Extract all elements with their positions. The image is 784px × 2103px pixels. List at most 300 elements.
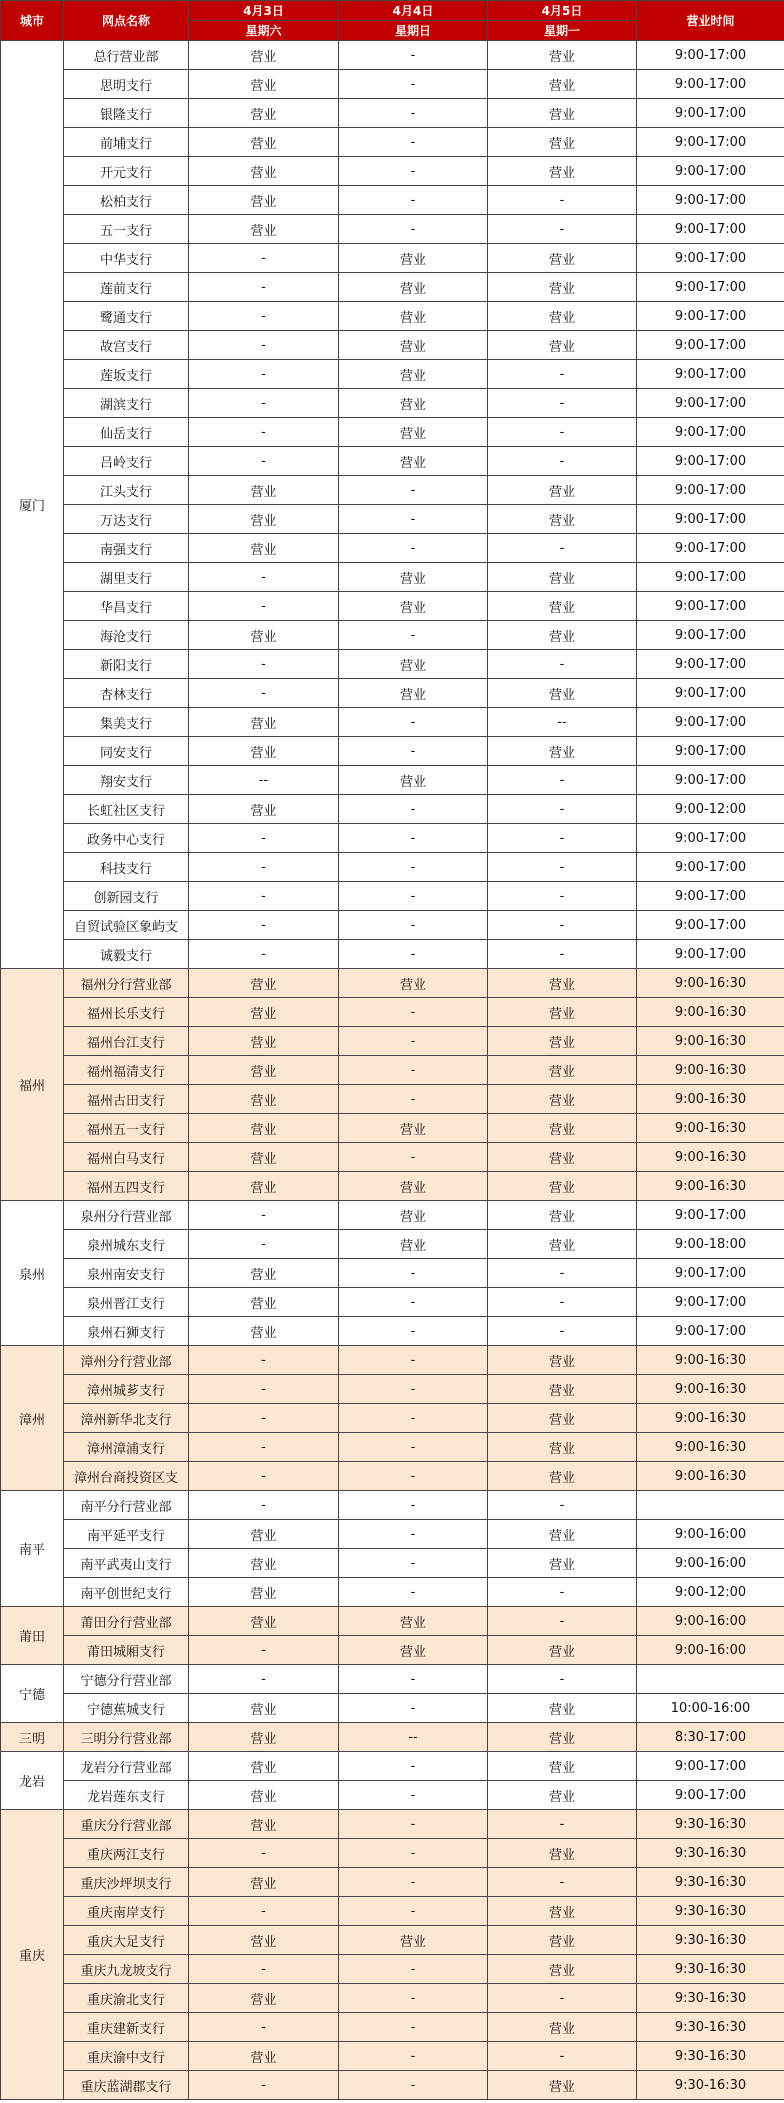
branch-name-cell: 重庆渝北支行: [64, 1984, 189, 2013]
branch-name-cell: 福州古田支行: [64, 1085, 189, 1114]
day2-status-cell: -: [339, 1694, 488, 1723]
hours-cell: 9:00-16:30: [637, 1172, 784, 1201]
day3-status-cell: -: [488, 360, 637, 389]
day2-status-cell: 营业: [339, 331, 488, 360]
table-row: [1, 998, 784, 1027]
table-body: [1, 41, 784, 2100]
branch-name-cell: 新阳支行: [64, 650, 189, 679]
branch-name-cell: 前埔支行: [64, 128, 189, 157]
day2-status-cell: -: [339, 1839, 488, 1868]
day1-status-cell: 营业: [189, 476, 339, 505]
day3-status-cell: 营业: [488, 99, 637, 128]
day3-status-cell: 营业: [488, 1433, 637, 1462]
day3-status-cell: 营业: [488, 1230, 637, 1259]
table-row: [1, 157, 784, 186]
hours-cell: 9:00-17:00: [637, 1201, 784, 1230]
hours-cell: 9:00-16:30: [637, 1346, 784, 1375]
table-row: [1, 969, 784, 998]
hours-cell: 9:00-16:30: [637, 1462, 784, 1491]
hours-cell: 9:00-12:00: [637, 1578, 784, 1607]
hours-cell: 9:00-17:00: [637, 708, 784, 737]
branch-name-cell: 龙岩分行营业部: [64, 1752, 189, 1781]
hours-cell: 9:30-16:30: [637, 2013, 784, 2042]
day1-status-cell: -: [189, 563, 339, 592]
day2-status-cell: 营业: [339, 1926, 488, 1955]
table-row: [1, 1491, 784, 1520]
day3-status-cell: 营业: [488, 1926, 637, 1955]
day1-status-cell: 营业: [189, 1810, 339, 1839]
branch-name-cell: 福州五四支行: [64, 1172, 189, 1201]
hours-cell: 9:00-12:00: [637, 795, 784, 824]
day1-status-cell: 营业: [189, 128, 339, 157]
branch-name-cell: 万达支行: [64, 505, 189, 534]
day3-status-cell: 营业: [488, 621, 637, 650]
branch-name-cell: 漳州台商投资区支: [64, 1462, 189, 1491]
day2-status-cell: -: [339, 1752, 488, 1781]
day3-status-cell: -: [488, 1259, 637, 1288]
table-row: [1, 1172, 784, 1201]
hours-cell: 9:00-16:30: [637, 1375, 784, 1404]
header-date-3: 4月5日: [488, 1, 637, 21]
table-row: [1, 1317, 784, 1346]
hours-cell: 9:00-17:00: [637, 389, 784, 418]
table-row: [1, 737, 784, 766]
hours-cell: 9:00-17:00: [637, 853, 784, 882]
day3-status-cell: 营业: [488, 302, 637, 331]
day3-status-cell: 营业: [488, 1955, 637, 1984]
day2-status-cell: -: [339, 2071, 488, 2100]
day3-status-cell: 营业: [488, 1201, 637, 1230]
table-row: [1, 563, 784, 592]
day2-status-cell: -: [339, 1781, 488, 1810]
day1-status-cell: 营业: [189, 708, 339, 737]
branch-name-cell: 银隆支行: [64, 99, 189, 128]
table-row: [1, 1868, 784, 1897]
day2-status-cell: 营业: [339, 1636, 488, 1665]
day3-status-cell: 营业: [488, 1056, 637, 1085]
day2-status-cell: -: [339, 853, 488, 882]
branch-name-cell: 三明分行营业部: [64, 1723, 189, 1752]
hours-cell: 9:00-16:00: [637, 1549, 784, 1578]
hours-cell: 9:00-17:00: [637, 418, 784, 447]
branch-name-cell: 重庆九龙坡支行: [64, 1955, 189, 1984]
table-row: [1, 1810, 784, 1839]
branch-name-cell: 福州分行营业部: [64, 969, 189, 998]
city-cell: 三明: [1, 1723, 64, 1752]
day1-status-cell: -: [189, 418, 339, 447]
branch-name-cell: 莆田分行营业部: [64, 1607, 189, 1636]
day3-status-cell: 营业: [488, 563, 637, 592]
day2-status-cell: -: [339, 1288, 488, 1317]
day1-status-cell: 营业: [189, 186, 339, 215]
day1-status-cell: 营业: [189, 1694, 339, 1723]
hours-cell: 9:00-17:00: [637, 534, 784, 563]
branch-name-cell: 重庆建新支行: [64, 2013, 189, 2042]
branch-name-cell: 宁德分行营业部: [64, 1665, 189, 1694]
hours-cell: 9:00-16:30: [637, 969, 784, 998]
table-row: [1, 1259, 784, 1288]
branch-name-cell: 湖里支行: [64, 563, 189, 592]
branch-name-cell: 故宫支行: [64, 331, 189, 360]
table-row: [1, 302, 784, 331]
branch-name-cell: 泉州晋江支行: [64, 1288, 189, 1317]
day2-status-cell: 营业: [339, 302, 488, 331]
day2-status-cell: -: [339, 795, 488, 824]
day1-status-cell: 营业: [189, 99, 339, 128]
day2-status-cell: -: [339, 476, 488, 505]
day3-status-cell: -: [488, 1810, 637, 1839]
hours-cell: 9:00-16:00: [637, 1520, 784, 1549]
day2-status-cell: -: [339, 1520, 488, 1549]
hours-cell: 9:30-16:30: [637, 1868, 784, 1897]
table-row: [1, 99, 784, 128]
day2-status-cell: 营业: [339, 563, 488, 592]
table-row: [1, 1955, 784, 1984]
table-row: [1, 70, 784, 99]
hours-cell: 9:00-17:00: [637, 650, 784, 679]
day2-status-cell: -: [339, 505, 488, 534]
day2-status-cell: -: [339, 1984, 488, 2013]
table-row: [1, 360, 784, 389]
day2-status-cell: -: [339, 1056, 488, 1085]
hours-cell: 9:00-17:00: [637, 215, 784, 244]
day3-status-cell: 营业: [488, 1520, 637, 1549]
branch-name-cell: 泉州分行营业部: [64, 1201, 189, 1230]
table-row: [1, 592, 784, 621]
table-row: [1, 215, 784, 244]
branch-name-cell: 南强支行: [64, 534, 189, 563]
day3-status-cell: -: [488, 1578, 637, 1607]
hours-cell: 9:00-17:00: [637, 911, 784, 940]
hours-cell: 9:00-17:00: [637, 331, 784, 360]
hours-cell: 9:00-17:00: [637, 302, 784, 331]
day3-status-cell: 营业: [488, 1781, 637, 1810]
branch-name-cell: 福州五一支行: [64, 1114, 189, 1143]
day1-status-cell: 营业: [189, 1926, 339, 1955]
day3-status-cell: --: [488, 708, 637, 737]
day1-status-cell: -: [189, 447, 339, 476]
hours-cell: 9:00-17:00: [637, 99, 784, 128]
day2-status-cell: -: [339, 534, 488, 563]
hours-cell: 9:00-16:30: [637, 1404, 784, 1433]
day3-status-cell: 营业: [488, 1114, 637, 1143]
table-row: [1, 1607, 784, 1636]
table-row: [1, 708, 784, 737]
day1-status-cell: 营业: [189, 1085, 339, 1114]
hours-cell: 9:00-17:00: [637, 128, 784, 157]
branch-name-cell: 漳州城芗支行: [64, 1375, 189, 1404]
table-row: [1, 1085, 784, 1114]
day2-status-cell: 营业: [339, 447, 488, 476]
branch-name-cell: 重庆大足支行: [64, 1926, 189, 1955]
day1-status-cell: 营业: [189, 795, 339, 824]
branch-name-cell: 漳州新华北支行: [64, 1404, 189, 1433]
day1-status-cell: -: [189, 389, 339, 418]
day3-status-cell: 营业: [488, 273, 637, 302]
branch-name-cell: 集美支行: [64, 708, 189, 737]
day1-status-cell: -: [189, 1433, 339, 1462]
branch-name-cell: 重庆蓝湖郡支行: [64, 2071, 189, 2100]
branch-name-cell: 宁德蕉城支行: [64, 1694, 189, 1723]
branch-name-cell: 思明支行: [64, 70, 189, 99]
city-cell: 宁德: [1, 1665, 64, 1723]
day1-status-cell: -: [189, 853, 339, 882]
hours-cell: 9:30-16:30: [637, 1897, 784, 1926]
day2-status-cell: 营业: [339, 1114, 488, 1143]
branch-name-cell: 同安支行: [64, 737, 189, 766]
day2-status-cell: 营业: [339, 766, 488, 795]
hours-cell: 9:00-18:00: [637, 1230, 784, 1259]
day3-status-cell: -: [488, 650, 637, 679]
day3-status-cell: -: [488, 418, 637, 447]
header-weekday-1: 星期六: [189, 21, 339, 41]
branch-name-cell: 江头支行: [64, 476, 189, 505]
day2-status-cell: -: [339, 1346, 488, 1375]
hours-cell: 9:00-17:00: [637, 447, 784, 476]
hours-cell: 9:00-17:00: [637, 1288, 784, 1317]
day1-status-cell: 营业: [189, 1259, 339, 1288]
day3-status-cell: 营业: [488, 1346, 637, 1375]
table-row: [1, 1752, 784, 1781]
day3-status-cell: 营业: [488, 1839, 637, 1868]
day1-status-cell: -: [189, 1636, 339, 1665]
day3-status-cell: -: [488, 1288, 637, 1317]
day2-status-cell: 营业: [339, 650, 488, 679]
day3-status-cell: -: [488, 882, 637, 911]
city-cell: 龙岩: [1, 1752, 64, 1810]
day1-status-cell: 营业: [189, 505, 339, 534]
day2-status-cell: 营业: [339, 1607, 488, 1636]
day3-status-cell: 营业: [488, 1085, 637, 1114]
day3-status-cell: -: [488, 1607, 637, 1636]
hours-cell: 9:00-16:30: [637, 998, 784, 1027]
day3-status-cell: -: [488, 1317, 637, 1346]
day1-status-cell: -: [189, 679, 339, 708]
day1-status-cell: 营业: [189, 1520, 339, 1549]
day3-status-cell: 营业: [488, 969, 637, 998]
day3-status-cell: -: [488, 853, 637, 882]
day1-status-cell: -: [189, 1839, 339, 1868]
day3-status-cell: 营业: [488, 1897, 637, 1926]
day1-status-cell: 营业: [189, 2042, 339, 2071]
day3-status-cell: 营业: [488, 505, 637, 534]
hours-cell: 9:00-16:00: [637, 1607, 784, 1636]
day2-status-cell: -: [339, 1404, 488, 1433]
branch-name-cell: 泉州城东支行: [64, 1230, 189, 1259]
day1-status-cell: 营业: [189, 1027, 339, 1056]
table-row: [1, 1143, 784, 1172]
table-row: [1, 1230, 784, 1259]
day1-status-cell: 营业: [189, 1723, 339, 1752]
hours-cell: 9:00-17:00: [637, 244, 784, 273]
table-row: [1, 1839, 784, 1868]
table-row: [1, 650, 784, 679]
table-header: [1, 1, 784, 41]
day3-status-cell: 营业: [488, 679, 637, 708]
day2-status-cell: 营业: [339, 1201, 488, 1230]
day3-status-cell: 营业: [488, 41, 637, 70]
branch-name-cell: 翔安支行: [64, 766, 189, 795]
table-row: [1, 1375, 784, 1404]
hours-cell: 9:00-16:30: [637, 1114, 784, 1143]
branch-name-cell: 杏林支行: [64, 679, 189, 708]
day3-status-cell: -: [488, 389, 637, 418]
day1-status-cell: 营业: [189, 70, 339, 99]
day2-status-cell: -: [339, 1143, 488, 1172]
branch-name-cell: 仙岳支行: [64, 418, 189, 447]
day1-status-cell: -: [189, 882, 339, 911]
day1-status-cell: 营业: [189, 1143, 339, 1172]
day2-status-cell: -: [339, 1955, 488, 1984]
day1-status-cell: 营业: [189, 1607, 339, 1636]
day2-status-cell: -: [339, 911, 488, 940]
table-row: [1, 273, 784, 302]
day2-status-cell: -: [339, 1665, 488, 1694]
day3-status-cell: -: [488, 940, 637, 969]
city-cell: 重庆: [1, 1810, 64, 2100]
day1-status-cell: -: [189, 273, 339, 302]
day2-status-cell: -: [339, 737, 488, 766]
day2-status-cell: -: [339, 1375, 488, 1404]
table-row: [1, 1578, 784, 1607]
hours-cell: 9:00-16:30: [637, 1027, 784, 1056]
table-row: [1, 679, 784, 708]
day3-status-cell: 营业: [488, 2071, 637, 2100]
branch-name-cell: 总行营业部: [64, 41, 189, 70]
table-row: [1, 1723, 784, 1752]
day1-status-cell: -: [189, 1375, 339, 1404]
day2-status-cell: -: [339, 99, 488, 128]
day1-status-cell: 营业: [189, 1114, 339, 1143]
day2-status-cell: 营业: [339, 244, 488, 273]
city-cell: 莆田: [1, 1607, 64, 1665]
day3-status-cell: 营业: [488, 1694, 637, 1723]
branch-name-cell: 鹭通支行: [64, 302, 189, 331]
city-cell: 福州: [1, 969, 64, 1201]
hours-cell: 9:00-17:00: [637, 157, 784, 186]
day3-status-cell: 营业: [488, 331, 637, 360]
day3-status-cell: -: [488, 824, 637, 853]
day1-status-cell: 营业: [189, 969, 339, 998]
table-row: [1, 1027, 784, 1056]
day2-status-cell: 营业: [339, 1230, 488, 1259]
day3-status-cell: -: [488, 186, 637, 215]
header-date-2: 4月4日: [339, 1, 488, 21]
table-row: [1, 2071, 784, 2100]
day3-status-cell: -: [488, 1868, 637, 1897]
header-branch-name: 网点名称: [64, 1, 189, 41]
hours-cell: [637, 1491, 784, 1520]
branch-name-cell: 科技支行: [64, 853, 189, 882]
day3-status-cell: 营业: [488, 1549, 637, 1578]
day2-status-cell: -: [339, 1085, 488, 1114]
hours-cell: 9:00-17:00: [637, 1259, 784, 1288]
day2-status-cell: -: [339, 70, 488, 99]
day2-status-cell: 营业: [339, 273, 488, 302]
hours-cell: 9:00-17:00: [637, 1781, 784, 1810]
branch-name-cell: 自贸试验区象屿支: [64, 911, 189, 940]
hours-cell: 9:30-16:30: [637, 1926, 784, 1955]
hours-cell: 9:00-17:00: [637, 41, 784, 70]
day2-status-cell: -: [339, 186, 488, 215]
day3-status-cell: 营业: [488, 1752, 637, 1781]
day1-status-cell: 营业: [189, 215, 339, 244]
city-cell: 漳州: [1, 1346, 64, 1491]
day1-status-cell: -: [189, 1230, 339, 1259]
day1-status-cell: -: [189, 360, 339, 389]
table-row: [1, 1694, 784, 1723]
table-row: [1, 1897, 784, 1926]
hours-cell: 9:00-16:30: [637, 1143, 784, 1172]
hours-cell: 9:00-17:00: [637, 592, 784, 621]
table-row: [1, 389, 784, 418]
table-row: [1, 882, 784, 911]
hours-cell: [637, 1665, 784, 1694]
branch-name-cell: 五一支行: [64, 215, 189, 244]
table-row: [1, 418, 784, 447]
day2-status-cell: 营业: [339, 418, 488, 447]
day2-status-cell: -: [339, 128, 488, 157]
day1-status-cell: --: [189, 766, 339, 795]
table-row: [1, 621, 784, 650]
hours-cell: 10:00-16:00: [637, 1694, 784, 1723]
table-row: [1, 186, 784, 215]
table-row: [1, 505, 784, 534]
day3-status-cell: 营业: [488, 998, 637, 1027]
table-row: [1, 534, 784, 563]
table-row: [1, 824, 784, 853]
day1-status-cell: 营业: [189, 1056, 339, 1085]
day1-status-cell: 营业: [189, 1317, 339, 1346]
day1-status-cell: 营业: [189, 1172, 339, 1201]
hours-cell: 9:00-17:00: [637, 882, 784, 911]
hours-cell: 9:00-17:00: [637, 737, 784, 766]
branch-name-cell: 政务中心支行: [64, 824, 189, 853]
day2-status-cell: -: [339, 1317, 488, 1346]
day2-status-cell: -: [339, 1868, 488, 1897]
day1-status-cell: 营业: [189, 1578, 339, 1607]
day1-status-cell: -: [189, 2071, 339, 2100]
table-row: [1, 1201, 784, 1230]
branch-name-cell: 南平武夷山支行: [64, 1549, 189, 1578]
day2-status-cell: -: [339, 1027, 488, 1056]
branch-name-cell: 泉州南安支行: [64, 1259, 189, 1288]
table-row: [1, 41, 784, 70]
day3-status-cell: 营业: [488, 1375, 637, 1404]
day2-status-cell: -: [339, 1810, 488, 1839]
day3-status-cell: -: [488, 447, 637, 476]
branch-name-cell: 吕岭支行: [64, 447, 189, 476]
table-row: [1, 1346, 784, 1375]
branch-name-cell: 莆田城厢支行: [64, 1636, 189, 1665]
hours-cell: 9:00-17:00: [637, 940, 784, 969]
day2-status-cell: -: [339, 708, 488, 737]
day1-status-cell: -: [189, 1201, 339, 1230]
hours-cell: 9:00-17:00: [637, 563, 784, 592]
day1-status-cell: 营业: [189, 737, 339, 766]
hours-cell: 9:00-17:00: [637, 505, 784, 534]
day1-status-cell: -: [189, 1346, 339, 1375]
day3-status-cell: 营业: [488, 1462, 637, 1491]
day2-status-cell: -: [339, 940, 488, 969]
branch-name-cell: 南平创世纪支行: [64, 1578, 189, 1607]
table-row: [1, 940, 784, 969]
branch-name-cell: 重庆分行营业部: [64, 1810, 189, 1839]
day3-status-cell: 营业: [488, 1723, 637, 1752]
day2-status-cell: -: [339, 1259, 488, 1288]
day1-status-cell: -: [189, 911, 339, 940]
day1-status-cell: -: [189, 650, 339, 679]
